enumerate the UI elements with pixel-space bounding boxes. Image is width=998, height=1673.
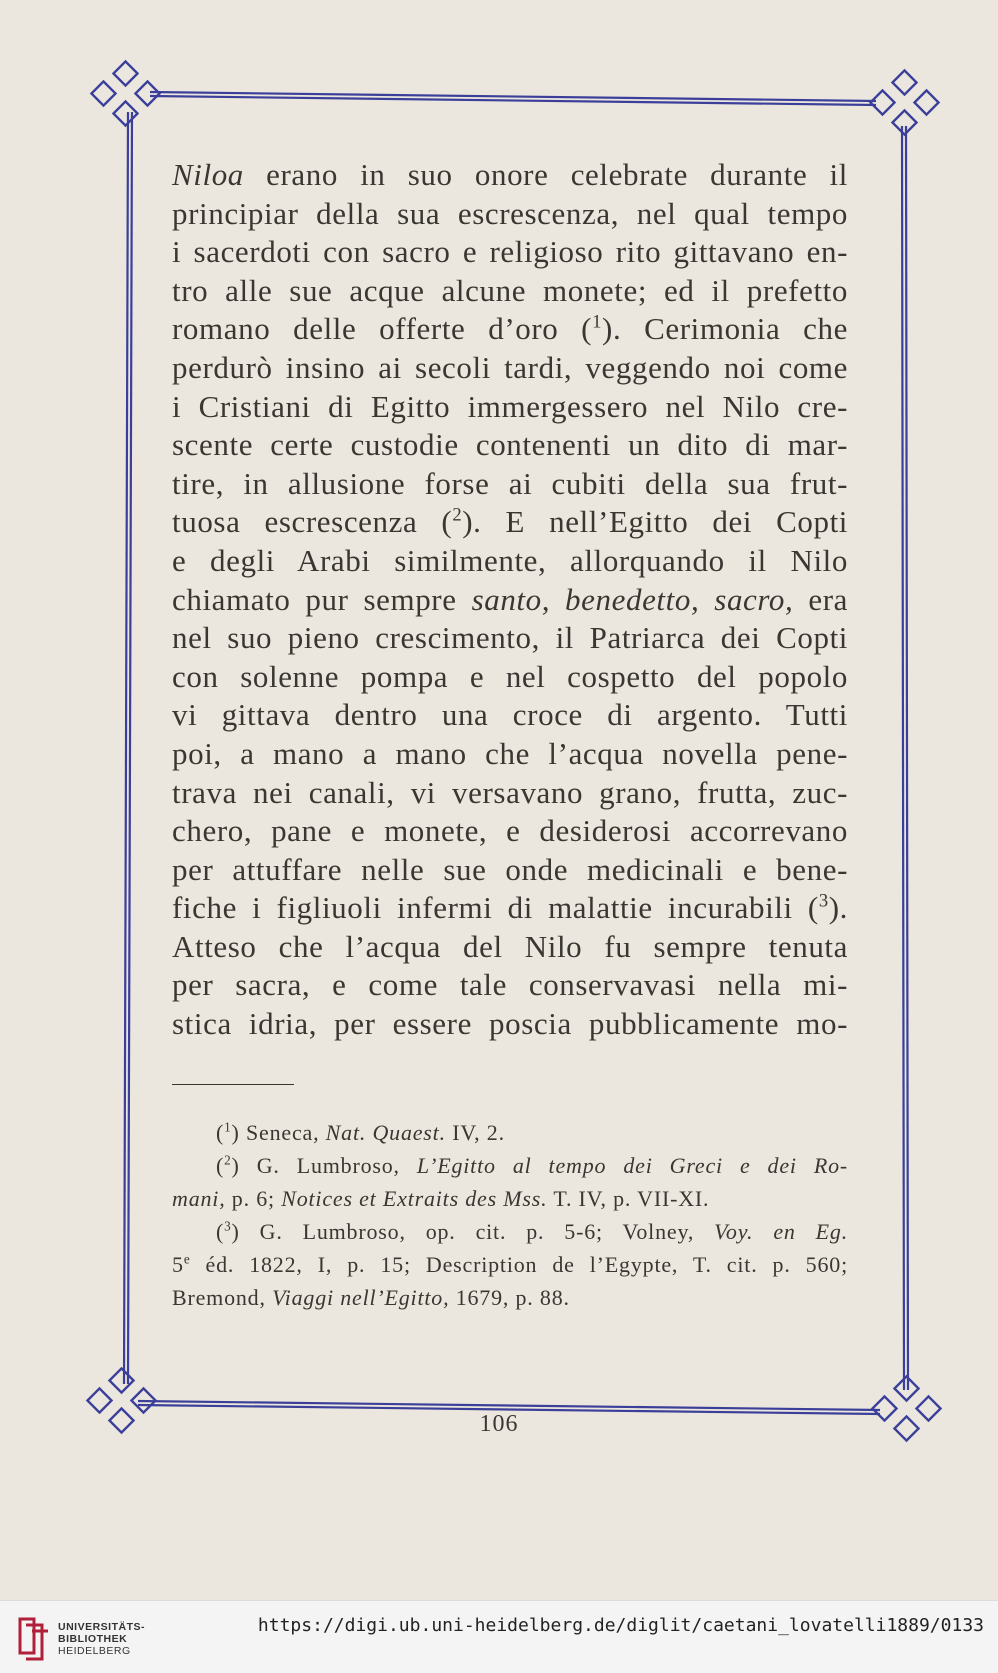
italic-text: Niloa <box>172 157 244 192</box>
text-line <box>172 619 848 658</box>
text-run: perdurò insino ai secoli tardi, veggendo noi come <box>172 349 848 385</box>
text-line <box>172 1005 848 1044</box>
text-line <box>172 658 848 697</box>
footnote-line <box>172 1248 848 1281</box>
text-run: erano in suo onore celebrate durante il <box>243 157 848 192</box>
italic-text: Notices et Extraits des Mss. <box>281 1186 548 1211</box>
text-run: i Cristiani di Egitto immergessero nel Nilo cre- <box>172 388 848 424</box>
text-run: tuosa escrescenza ( <box>172 504 453 540</box>
text-run: ( <box>216 1120 225 1145</box>
text-run: éd. 1822, I, p. 15; Description de l’Egypte, T. cit. p. 560; <box>190 1252 848 1277</box>
text-run: 1679, p. 88. <box>449 1285 570 1310</box>
footnote-marker: 3 <box>224 1218 232 1234</box>
text-line <box>172 696 848 735</box>
corner-ornament-top-left <box>91 61 159 125</box>
text-run: poi, a mano a mano che l’acqua novella pene- <box>172 735 848 771</box>
text-line <box>172 581 848 620</box>
text-run: ( <box>216 1153 225 1178</box>
footnote-line <box>172 1182 848 1215</box>
text-line <box>172 735 848 774</box>
text-run: trava nei canali, vi versavano grano, frutta, zuc- <box>172 774 848 810</box>
text-line <box>172 426 848 465</box>
text-run: con solenne pompa e nel cospetto del popolo <box>172 658 848 694</box>
text-line <box>172 966 848 1005</box>
institution-line: BIBLIOTHEK <box>58 1633 128 1645</box>
text-run: per attuffare nelle sue onde medicinali e bene- <box>172 851 848 887</box>
text-run: ) Seneca, <box>231 1120 326 1145</box>
institution-line: UNIVERSITÄTS- <box>58 1621 146 1633</box>
footnote-line <box>172 1116 848 1149</box>
text-line <box>172 156 848 195</box>
footnote-separator <box>172 1084 294 1085</box>
text-run: vi gittava dentro una croce di argento. Tutti <box>172 697 848 733</box>
body-text <box>172 156 848 1044</box>
text-run: fiche i figliuoli infermi di malattie incurabili ( <box>172 890 819 926</box>
italic-text: mani, <box>172 1186 226 1211</box>
text-line <box>172 812 848 851</box>
text-run: Atteso che l’acqua del Nilo fu sempre tenuta <box>172 928 848 964</box>
text-run: ). E nell’Egitto dei Copti <box>462 504 848 540</box>
text-line <box>172 233 848 272</box>
footnote-marker: 3 <box>818 890 829 912</box>
text-run: era <box>793 581 848 617</box>
viewer-footer <box>0 1600 998 1673</box>
text-line <box>172 928 848 967</box>
footnote-marker: 1 <box>224 1119 232 1135</box>
footnote-marker: 2 <box>452 505 463 527</box>
text-run: per sacra, e come tale conservavasi nella mi- <box>172 967 848 1003</box>
italic-text: Nat. Quaest. <box>325 1120 446 1145</box>
text-run: IV, 2. <box>445 1120 505 1145</box>
italic-text: Viaggi nell’Egitto, <box>272 1285 450 1310</box>
text-run: chero, pane e monete, e desiderosi accorrevano <box>172 813 848 849</box>
italic-text: L’Egitto al tempo dei Greci e dei Ro- <box>416 1153 848 1178</box>
text-line <box>172 195 848 234</box>
institution-name <box>58 1621 145 1657</box>
text-run: ). <box>828 890 848 926</box>
footnote-marker: 2 <box>224 1152 232 1168</box>
text-run: Bremond, <box>172 1285 273 1310</box>
text-line <box>172 349 848 388</box>
text-line <box>172 388 848 427</box>
text-run: ) G. Lumbroso, op. cit. p. 5-6; Volney, <box>231 1219 715 1244</box>
text-run: tro alle sue acque alcune monete; ed il prefetto <box>172 272 848 308</box>
text-line <box>172 889 848 928</box>
text-run: chiamato pur sempre <box>172 581 472 617</box>
text-run: tire, in allusione forse ai cubiti della sua frut- <box>172 465 848 501</box>
text-line <box>172 465 848 504</box>
text-line <box>172 851 848 890</box>
source-url-link[interactable]: https://digi.ub.uni-heidelberg.de/diglit/caetani_lovatelli1889/0133 <box>257 1615 984 1636</box>
text-run: scente certe custodie contenenti un dito di mar- <box>172 427 848 463</box>
institution-line: HEIDELBERG <box>58 1645 131 1657</box>
text-run: nel suo pieno crescimento, il Patriarca dei Copti <box>172 620 848 656</box>
text-run: stica idria, per essere poscia pubblicamente mo- <box>172 1006 848 1042</box>
text-run: romano delle offerte d’oro ( <box>172 311 593 347</box>
text-line <box>172 310 848 349</box>
text-line <box>172 774 848 813</box>
text-run: p. 6; <box>225 1186 282 1211</box>
footnote-line <box>172 1281 848 1314</box>
text-run: ). Cerimonia che <box>602 311 848 347</box>
text-run: ) G. Lumbroso, <box>231 1153 417 1178</box>
page-number: 106 <box>479 1411 519 1437</box>
footnote-line <box>172 1215 848 1248</box>
italic-text: Voy. en Eg. <box>714 1219 848 1244</box>
text-line <box>172 542 848 581</box>
text-line <box>172 272 848 311</box>
footnote-line <box>172 1149 848 1182</box>
library-logo-icon <box>12 1613 52 1663</box>
text-run: e degli Arabi similmente, allorquando il Nilo <box>172 542 848 578</box>
text-line <box>172 503 848 542</box>
footnotes <box>172 1116 848 1314</box>
text-run: ( <box>216 1219 225 1244</box>
text-run: principiar della sua escrescenza, nel qual tempo <box>172 195 848 231</box>
italic-text: santo, benedetto, sacro, <box>471 581 794 617</box>
text-run: i sacerdoti con sacro e religioso rito gittavano en- <box>172 234 848 270</box>
corner-ornament-top-right <box>870 70 938 134</box>
footnote-marker: e <box>183 1251 191 1267</box>
text-run: T. IV, p. VII-XI. <box>547 1186 710 1211</box>
footnote-marker: 1 <box>592 312 603 334</box>
text-run: 5 <box>172 1252 184 1277</box>
